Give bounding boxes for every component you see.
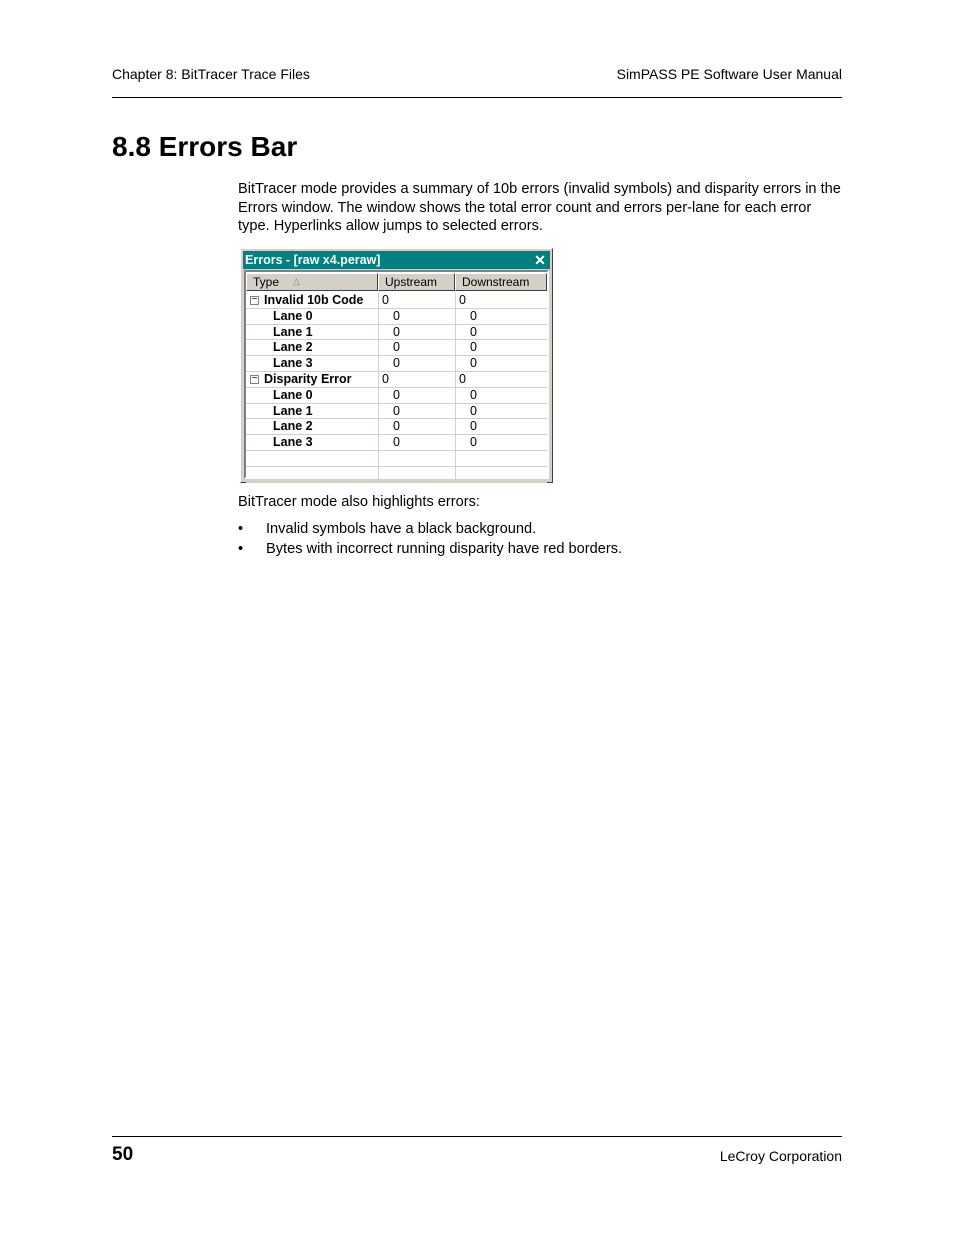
error-type-label[interactable]: Invalid 10b Code: [264, 293, 364, 307]
table-row: [246, 467, 547, 483]
table-row[interactable]: [246, 309, 547, 325]
type-cell: [246, 467, 379, 482]
upstream-cell: [378, 293, 456, 308]
upstream-count[interactable]: 0: [393, 435, 400, 450]
list-item: • Invalid symbols have a black background.: [238, 521, 537, 537]
header-manual-title: SimPASS PE Software User Manual: [616, 66, 842, 82]
downstream-count[interactable]: 0: [470, 356, 477, 371]
downstream-cell: [455, 356, 547, 371]
table-row[interactable]: [246, 388, 547, 404]
highlight-intro: BitTracer mode also highlights errors:: [238, 494, 480, 510]
page-number: 50: [112, 1144, 134, 1165]
downstream-count[interactable]: 0: [459, 293, 466, 307]
upstream-cell: [378, 467, 456, 482]
header-chapter: Chapter 8: BitTracer Trace Files: [112, 66, 310, 82]
table-row[interactable]: [246, 419, 547, 435]
downstream-count[interactable]: 0: [470, 435, 477, 450]
table-row[interactable]: [246, 325, 547, 341]
errors-window-titlebar[interactable]: [243, 251, 550, 269]
type-cell: [246, 293, 379, 308]
upstream-count[interactable]: 0: [393, 419, 400, 434]
footer-company: LeCroy Corporation: [719, 1148, 842, 1164]
column-header-upstream[interactable]: Upstream: [378, 273, 455, 291]
error-type-label[interactable]: Lane 2: [273, 340, 313, 355]
error-type-label[interactable]: Lane 1: [273, 403, 313, 418]
table-row[interactable]: [246, 356, 547, 372]
table-row[interactable]: [246, 435, 547, 451]
downstream-cell: [455, 293, 547, 308]
type-cell: [246, 435, 379, 450]
upstream-count[interactable]: 0: [393, 356, 400, 371]
error-type-label[interactable]: Disparity Error: [264, 372, 352, 386]
type-cell: [246, 451, 379, 466]
downstream-cell: [455, 435, 547, 450]
upstream-cell: [378, 309, 456, 324]
collapse-icon[interactable]: −: [251, 294, 258, 305]
downstream-count[interactable]: 0: [470, 403, 477, 418]
upstream-cell: [378, 388, 456, 403]
downstream-count[interactable]: 0: [470, 308, 477, 323]
type-cell: [246, 356, 379, 371]
upstream-cell: [378, 356, 456, 371]
downstream-cell: [455, 451, 547, 466]
upstream-cell: [378, 325, 456, 340]
table-row[interactable]: [246, 340, 547, 356]
upstream-cell: [378, 404, 456, 419]
type-cell: [246, 309, 379, 324]
downstream-cell: [455, 467, 547, 482]
downstream-count[interactable]: 0: [470, 340, 477, 355]
error-type-label[interactable]: Lane 3: [273, 356, 313, 371]
error-type-label[interactable]: Lane 0: [273, 308, 313, 323]
upstream-count[interactable]: 0: [393, 308, 400, 323]
header-divider: [112, 97, 842, 98]
errors-window: [240, 248, 553, 483]
error-type-label[interactable]: Lane 2: [273, 419, 313, 434]
list-item: • Bytes with incorrect running disparity have red borders.: [238, 540, 623, 557]
upstream-cell: [378, 340, 456, 355]
upstream-cell: [378, 372, 456, 387]
type-cell: [246, 340, 379, 355]
error-type-label[interactable]: Lane 3: [273, 435, 313, 450]
column-header-downstream[interactable]: Downstream: [455, 273, 547, 291]
footer-divider: [112, 1136, 842, 1137]
downstream-cell: [455, 372, 547, 387]
intro-paragraph: BitTracer mode provides a summary of 10b errors (invalid symbols) and disparity errors in the Errors window. The window shows the total error count and errors per-lane for each error type. Hyperlinks allow jumps to selected errors.: [238, 181, 841, 234]
upstream-count[interactable]: 0: [382, 372, 389, 386]
upstream-cell: [378, 451, 456, 466]
close-icon[interactable]: ✕: [534, 252, 546, 268]
highlight-list: [238, 520, 622, 559]
type-cell: [246, 325, 379, 340]
downstream-cell: [455, 404, 547, 419]
section-title: 8.8 Errors Bar: [112, 131, 298, 162]
type-cell: [246, 388, 379, 403]
downstream-cell: [455, 309, 547, 324]
upstream-count[interactable]: 0: [393, 340, 400, 355]
type-cell: [246, 404, 379, 419]
bullet-icon: •: [238, 540, 244, 557]
table-row[interactable]: [246, 404, 547, 420]
errors-window-title: Errors - [raw x4.peraw]: [245, 253, 381, 267]
type-cell: [246, 419, 379, 434]
downstream-cell: [455, 419, 547, 434]
upstream-count[interactable]: 0: [393, 324, 400, 339]
error-type-label[interactable]: Lane 0: [273, 387, 313, 402]
downstream-cell: [455, 325, 547, 340]
downstream-count[interactable]: 0: [459, 372, 466, 386]
downstream-cell: [455, 340, 547, 355]
downstream-count[interactable]: 0: [470, 324, 477, 339]
table-row[interactable]: [246, 372, 547, 388]
downstream-count[interactable]: 0: [470, 419, 477, 434]
bullet-icon: •: [238, 521, 244, 537]
upstream-cell: [378, 435, 456, 450]
errors-grid: [244, 270, 549, 479]
upstream-count[interactable]: 0: [393, 403, 400, 418]
table-row: [246, 451, 547, 467]
upstream-count[interactable]: 0: [382, 293, 389, 307]
sort-ascending-icon: △: [293, 276, 300, 286]
upstream-count[interactable]: 0: [393, 387, 400, 402]
downstream-count[interactable]: 0: [470, 387, 477, 402]
type-cell: [246, 372, 379, 387]
downstream-cell: [455, 388, 547, 403]
column-header-type[interactable]: Type △: [246, 273, 378, 291]
table-row[interactable]: [246, 293, 547, 309]
collapse-icon[interactable]: −: [251, 373, 258, 384]
upstream-cell: [378, 419, 456, 434]
error-type-label[interactable]: Lane 1: [273, 324, 313, 339]
